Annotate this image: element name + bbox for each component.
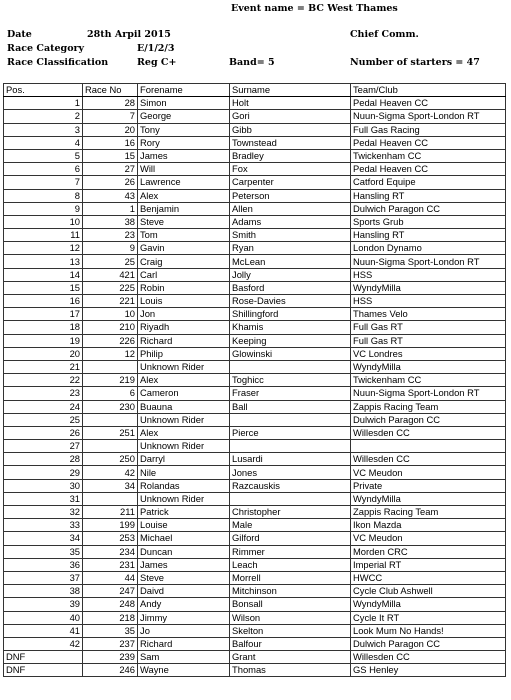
cell-surname: Razcauskis (230, 479, 351, 492)
cell-pos: 1 (4, 97, 83, 110)
cell-forename: George (138, 110, 230, 123)
cell-race-no (83, 492, 138, 505)
cell-surname (230, 492, 351, 505)
table-row (4, 479, 506, 492)
cell-forename: Gavin (138, 242, 230, 255)
cell-surname: Grant (230, 651, 351, 664)
cell-race-no: 9 (83, 242, 138, 255)
cell-forename: James (138, 558, 230, 571)
cell-forename: Andy (138, 598, 230, 611)
cell-race-no: 247 (83, 585, 138, 598)
cell-pos: 34 (4, 532, 83, 545)
cell-race-no: 10 (83, 308, 138, 321)
cell-pos: 23 (4, 387, 83, 400)
cell-race-no (83, 360, 138, 373)
cell-race-no: 15 (83, 149, 138, 162)
cell-team-club: Dulwich Paragon CC (351, 413, 506, 426)
cell-pos: 7 (4, 176, 83, 189)
cell-pos: 24 (4, 400, 83, 413)
cell-pos: 33 (4, 519, 83, 532)
cell-race-no: 34 (83, 479, 138, 492)
cell-team-club: HWCC (351, 571, 506, 584)
header-forename: Forename (138, 84, 230, 97)
table-row (4, 215, 506, 228)
cell-race-no: 43 (83, 189, 138, 202)
cell-race-no: 7 (83, 110, 138, 123)
cell-race-no: 421 (83, 268, 138, 281)
cell-forename: Jon (138, 308, 230, 321)
cell-pos: 42 (4, 637, 83, 650)
cell-team-club: Full Gas RT (351, 334, 506, 347)
cell-forename: Philip (138, 347, 230, 360)
race-category-value: E/1/2/3 (137, 43, 175, 54)
cell-surname: Lusardi (230, 453, 351, 466)
cell-race-no: 237 (83, 637, 138, 650)
cell-race-no: 6 (83, 387, 138, 400)
table-row (4, 360, 506, 373)
cell-race-no (83, 440, 138, 453)
cell-pos: 41 (4, 624, 83, 637)
starters-count: Number of starters = 47 (350, 57, 480, 68)
event-name: Event name = BC West Thames (231, 3, 398, 14)
cell-surname: Carpenter (230, 176, 351, 189)
cell-pos: 14 (4, 268, 83, 281)
cell-team-club: Sports Grub (351, 215, 506, 228)
cell-surname: Christopher (230, 506, 351, 519)
table-row (4, 519, 506, 532)
table-row (4, 611, 506, 624)
cell-pos: DNF (4, 651, 83, 664)
cell-pos: 2 (4, 110, 83, 123)
cell-forename: Richard (138, 334, 230, 347)
cell-pos: 38 (4, 585, 83, 598)
cell-pos: 5 (4, 149, 83, 162)
cell-team-club: Nuun-Sigma Sport-London RT (351, 110, 506, 123)
cell-race-no: 35 (83, 624, 138, 637)
cell-forename: Riyadh (138, 321, 230, 334)
cell-team-club: Zappis Racing Team (351, 400, 506, 413)
cell-surname: McLean (230, 255, 351, 268)
cell-team-club: Morden CRC (351, 545, 506, 558)
cell-race-no: 251 (83, 426, 138, 439)
cell-surname: Thomas (230, 664, 351, 677)
table-row (4, 163, 506, 176)
cell-forename: Alex (138, 426, 230, 439)
cell-pos: 30 (4, 479, 83, 492)
cell-race-no (83, 413, 138, 426)
cell-team-club: GS Henley (351, 664, 506, 677)
cell-forename: Richard (138, 637, 230, 650)
cell-race-no: 210 (83, 321, 138, 334)
cell-forename: Steve (138, 215, 230, 228)
cell-team-club: WyndyMilla (351, 360, 506, 373)
cell-surname: Jolly (230, 268, 351, 281)
cell-forename: Simon (138, 97, 230, 110)
cell-pos: 37 (4, 571, 83, 584)
cell-team-club: Willesden CC (351, 651, 506, 664)
cell-team-club: Hansling RT (351, 189, 506, 202)
cell-team-club: VC Londres (351, 347, 506, 360)
cell-forename: Unknown Rider (138, 413, 230, 426)
table-row (4, 136, 506, 149)
cell-forename: Wayne (138, 664, 230, 677)
table-row (4, 466, 506, 479)
cell-surname: Khamis (230, 321, 351, 334)
cell-surname: Fox (230, 163, 351, 176)
cell-team-club: VC Meudon (351, 532, 506, 545)
cell-surname: Mitchinson (230, 585, 351, 598)
cell-surname: Jones (230, 466, 351, 479)
table-row (4, 558, 506, 571)
table-row (4, 321, 506, 334)
cell-pos: 11 (4, 229, 83, 242)
cell-surname: Toghicc (230, 374, 351, 387)
cell-surname: Gibb (230, 123, 351, 136)
cell-team-club: Hansling RT (351, 229, 506, 242)
cell-surname: Morrell (230, 571, 351, 584)
cell-team-club: HSS (351, 295, 506, 308)
cell-pos: 27 (4, 440, 83, 453)
cell-team-club: WyndyMilla (351, 598, 506, 611)
cell-forename: Craig (138, 255, 230, 268)
cell-forename: Alex (138, 189, 230, 202)
table-row (4, 387, 506, 400)
cell-surname: Gori (230, 110, 351, 123)
cell-pos: 32 (4, 506, 83, 519)
cell-team-club: Pedal Heaven CC (351, 136, 506, 149)
table-row (4, 295, 506, 308)
cell-pos: 13 (4, 255, 83, 268)
table-row (4, 453, 506, 466)
cell-team-club: Pedal Heaven CC (351, 97, 506, 110)
table-row (4, 545, 506, 558)
cell-team-club: Dulwich Paragon CC (351, 637, 506, 650)
cell-race-no: 234 (83, 545, 138, 558)
cell-surname (230, 413, 351, 426)
cell-team-club: Pedal Heaven CC (351, 163, 506, 176)
header-pos: Pos. (4, 84, 83, 97)
cell-forename: Unknown Rider (138, 440, 230, 453)
header-team-club: Team/Club (351, 84, 506, 97)
cell-forename: Rolandas (138, 479, 230, 492)
table-row (4, 242, 506, 255)
table-row (4, 492, 506, 505)
cell-surname: Glowinski (230, 347, 351, 360)
cell-surname: Holt (230, 97, 351, 110)
table-row (4, 651, 506, 664)
cell-team-club: Zappis Racing Team (351, 506, 506, 519)
table-row (4, 637, 506, 650)
cell-forename: Patrick (138, 506, 230, 519)
cell-surname: Townstead (230, 136, 351, 149)
table-row (4, 189, 506, 202)
cell-team-club: Look Mum No Hands! (351, 624, 506, 637)
cell-race-no: 28 (83, 97, 138, 110)
cell-forename: Tony (138, 123, 230, 136)
cell-race-no: 218 (83, 611, 138, 624)
table-row (4, 149, 506, 162)
table-row (4, 334, 506, 347)
cell-team-club: Full Gas Racing (351, 123, 506, 136)
cell-forename: Unknown Rider (138, 360, 230, 373)
cell-race-no: 211 (83, 506, 138, 519)
table-row (4, 585, 506, 598)
header-race-no: Race No (83, 84, 138, 97)
cell-race-no: 239 (83, 651, 138, 664)
cell-pos: 18 (4, 321, 83, 334)
cell-surname (230, 360, 351, 373)
cell-race-no: 16 (83, 136, 138, 149)
cell-team-club: Willesden CC (351, 453, 506, 466)
cell-forename: Louis (138, 295, 230, 308)
cell-team-club: Nuun-Sigma Sport-London RT (351, 387, 506, 400)
cell-race-no: 199 (83, 519, 138, 532)
cell-surname: Shillingford (230, 308, 351, 321)
table-row (4, 440, 506, 453)
cell-surname: Skelton (230, 624, 351, 637)
table-row (4, 308, 506, 321)
cell-surname: Gilford (230, 532, 351, 545)
cell-team-club: Private (351, 479, 506, 492)
date-label: Date (7, 29, 32, 40)
cell-race-no: 225 (83, 281, 138, 294)
cell-team-club: HSS (351, 268, 506, 281)
chief-comm-label: Chief Comm. (350, 29, 419, 40)
cell-surname: Bradley (230, 149, 351, 162)
table-row (4, 624, 506, 637)
cell-race-no: 44 (83, 571, 138, 584)
results-table (3, 83, 506, 677)
cell-forename: Rory (138, 136, 230, 149)
cell-surname: Ball (230, 400, 351, 413)
table-row (4, 281, 506, 294)
cell-race-no: 23 (83, 229, 138, 242)
cell-race-no: 20 (83, 123, 138, 136)
cell-forename: Unknown Rider (138, 492, 230, 505)
table-row (4, 532, 506, 545)
cell-race-no: 250 (83, 453, 138, 466)
table-row (4, 255, 506, 268)
cell-surname: Peterson (230, 189, 351, 202)
cell-team-club: Twickenham CC (351, 149, 506, 162)
cell-pos: 3 (4, 123, 83, 136)
cell-forename: Benjamin (138, 202, 230, 215)
cell-pos: 12 (4, 242, 83, 255)
table-row (4, 347, 506, 360)
cell-surname: Adams (230, 215, 351, 228)
cell-forename: Robin (138, 281, 230, 294)
race-category-label: Race Category (7, 43, 85, 54)
cell-race-no: 221 (83, 295, 138, 308)
cell-race-no: 230 (83, 400, 138, 413)
cell-team-club: Twickenham CC (351, 374, 506, 387)
cell-surname: Ryan (230, 242, 351, 255)
cell-surname: Bonsall (230, 598, 351, 611)
table-row (4, 110, 506, 123)
cell-pos: 22 (4, 374, 83, 387)
table-row (4, 413, 506, 426)
band-value: Band= 5 (229, 57, 275, 68)
cell-forename: Daivd (138, 585, 230, 598)
cell-forename: James (138, 149, 230, 162)
cell-team-club: Ikon Mazda (351, 519, 506, 532)
cell-surname: Allen (230, 202, 351, 215)
cell-race-no: 25 (83, 255, 138, 268)
cell-pos: 29 (4, 466, 83, 479)
cell-pos: DNF (4, 664, 83, 677)
table-row (4, 123, 506, 136)
cell-pos: 8 (4, 189, 83, 202)
race-classification-label: Race Classification (7, 57, 109, 68)
cell-race-no: 26 (83, 176, 138, 189)
table-row (4, 506, 506, 519)
cell-surname: Keeping (230, 334, 351, 347)
cell-team-club: WyndyMilla (351, 492, 506, 505)
cell-forename: Will (138, 163, 230, 176)
cell-pos: 16 (4, 295, 83, 308)
cell-forename: Jo (138, 624, 230, 637)
cell-surname (230, 440, 351, 453)
cell-pos: 19 (4, 334, 83, 347)
table-row (4, 374, 506, 387)
cell-pos: 15 (4, 281, 83, 294)
cell-pos: 6 (4, 163, 83, 176)
cell-team-club: Dulwich Paragon CC (351, 202, 506, 215)
cell-pos: 21 (4, 360, 83, 373)
cell-race-no: 226 (83, 334, 138, 347)
cell-forename: Tom (138, 229, 230, 242)
cell-pos: 35 (4, 545, 83, 558)
table-row (4, 598, 506, 611)
cell-surname: Leach (230, 558, 351, 571)
cell-race-no: 42 (83, 466, 138, 479)
table-header-row (4, 84, 506, 97)
cell-race-no: 38 (83, 215, 138, 228)
cell-team-club: Cycle It RT (351, 611, 506, 624)
cell-pos: 36 (4, 558, 83, 571)
cell-team-club: Cycle Club Ashwell (351, 585, 506, 598)
cell-surname: Rose-Davies (230, 295, 351, 308)
table-row (4, 426, 506, 439)
cell-pos: 39 (4, 598, 83, 611)
cell-team-club: London Dynamo (351, 242, 506, 255)
cell-race-no: 248 (83, 598, 138, 611)
cell-pos: 10 (4, 215, 83, 228)
header-surname: Surname (230, 84, 351, 97)
cell-team-club: Imperial RT (351, 558, 506, 571)
cell-pos: 9 (4, 202, 83, 215)
cell-forename: Nile (138, 466, 230, 479)
cell-pos: 40 (4, 611, 83, 624)
cell-surname: Smith (230, 229, 351, 242)
cell-surname: Male (230, 519, 351, 532)
cell-pos: 31 (4, 492, 83, 505)
cell-team-club: VC Meudon (351, 466, 506, 479)
cell-forename: Louise (138, 519, 230, 532)
cell-team-club: Nuun-Sigma Sport-London RT (351, 255, 506, 268)
cell-pos: 28 (4, 453, 83, 466)
table-row (4, 571, 506, 584)
table-row (4, 97, 506, 110)
cell-forename: Lawrence (138, 176, 230, 189)
cell-race-no: 12 (83, 347, 138, 360)
cell-team-club (351, 440, 506, 453)
table-row (4, 176, 506, 189)
cell-surname: Wilson (230, 611, 351, 624)
cell-pos: 25 (4, 413, 83, 426)
date-value: 28th Arpil 2015 (87, 29, 171, 40)
cell-forename: Duncan (138, 545, 230, 558)
cell-team-club: Catford Equipe (351, 176, 506, 189)
table-row (4, 202, 506, 215)
cell-race-no: 1 (83, 202, 138, 215)
cell-team-club: Thames Velo (351, 308, 506, 321)
cell-team-club: Full Gas RT (351, 321, 506, 334)
cell-pos: 4 (4, 136, 83, 149)
cell-race-no: 246 (83, 664, 138, 677)
cell-forename: Michael (138, 532, 230, 545)
cell-forename: Steve (138, 571, 230, 584)
cell-race-no: 231 (83, 558, 138, 571)
race-classification-value: Reg C+ (137, 57, 177, 68)
table-row (4, 400, 506, 413)
cell-team-club: WyndyMilla (351, 281, 506, 294)
cell-forename: Alex (138, 374, 230, 387)
cell-pos: 26 (4, 426, 83, 439)
cell-forename: Carl (138, 268, 230, 281)
cell-race-no: 27 (83, 163, 138, 176)
table-row (4, 664, 506, 677)
cell-race-no: 253 (83, 532, 138, 545)
cell-forename: Cameron (138, 387, 230, 400)
cell-surname: Rimmer (230, 545, 351, 558)
table-row (4, 229, 506, 242)
cell-surname: Balfour (230, 637, 351, 650)
cell-forename: Jimmy (138, 611, 230, 624)
cell-surname: Fraser (230, 387, 351, 400)
cell-team-club: Willesden CC (351, 426, 506, 439)
cell-forename: Buauna (138, 400, 230, 413)
cell-forename: Darryl (138, 453, 230, 466)
cell-pos: 17 (4, 308, 83, 321)
table-row (4, 268, 506, 281)
cell-pos: 20 (4, 347, 83, 360)
cell-surname: Basford (230, 281, 351, 294)
cell-race-no: 219 (83, 374, 138, 387)
cell-forename: Sam (138, 651, 230, 664)
cell-surname: Pierce (230, 426, 351, 439)
